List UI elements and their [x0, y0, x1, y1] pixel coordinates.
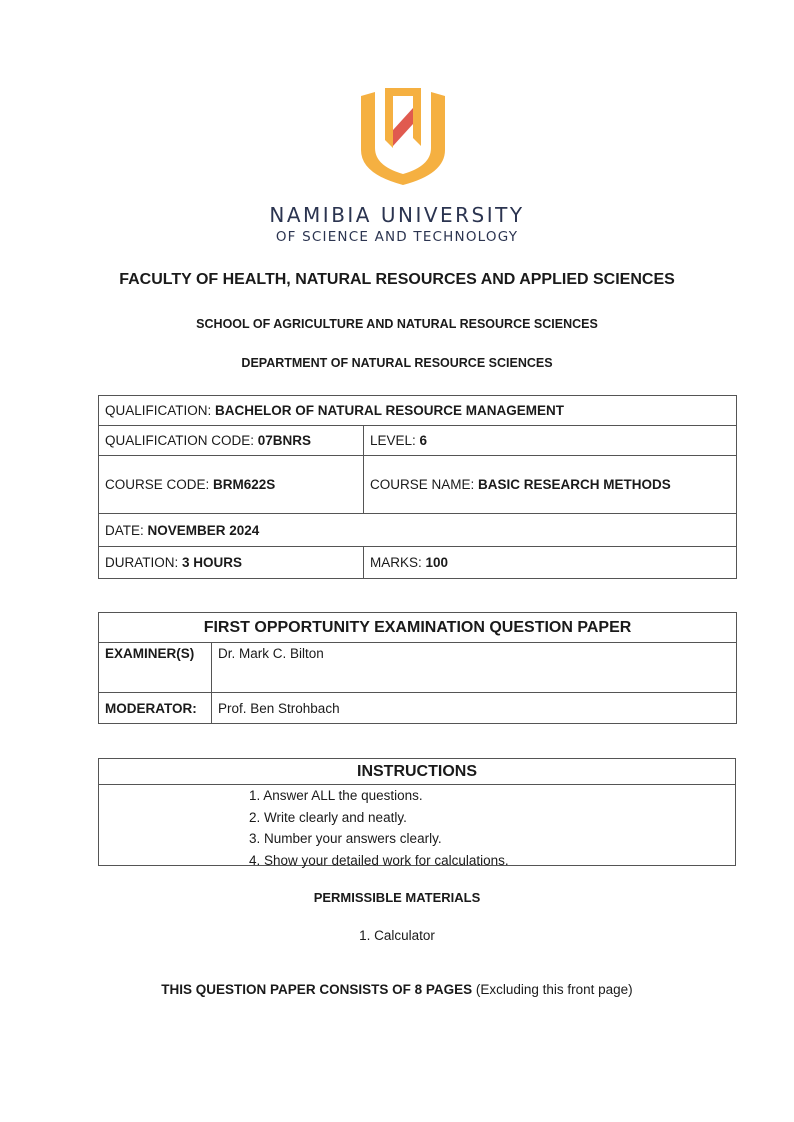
list-item: 1. Answer ALL the questions.	[249, 788, 423, 803]
school-heading: SCHOOL OF AGRICULTURE AND NATURAL RESOURCE SCIENCES	[196, 317, 598, 331]
university-name: NAMIBIA UNIVERSITY	[269, 203, 525, 227]
qualification-code-cell: QUALIFICATION CODE: 07BNRS	[99, 426, 364, 456]
qualification-cell: QUALIFICATION: BACHELOR OF NATURAL RESOURCE MANAGEMENT	[99, 396, 737, 426]
university-logo	[357, 86, 449, 186]
moderator-name: Prof. Ben Strohbach	[212, 693, 737, 724]
examiner-label: EXAMINER(S)	[99, 643, 212, 693]
course-name-cell: COURSE NAME: BASIC RESEARCH METHODS	[364, 456, 737, 514]
level-cell: LEVEL: 6	[364, 426, 737, 456]
examiners-table	[98, 612, 737, 724]
instructions-box	[98, 758, 736, 866]
duration-cell: DURATION: 3 HOURS	[99, 547, 364, 579]
department-heading: DEPARTMENT OF NATURAL RESOURCE SCIENCES	[241, 356, 553, 370]
marks-cell: MARKS: 100	[364, 547, 737, 579]
materials-title: PERMISSIBLE MATERIALS	[313, 890, 481, 905]
instructions-title: INSTRUCTIONS	[99, 759, 735, 785]
course-code-cell: COURSE CODE: BRM622S	[99, 456, 364, 514]
faculty-heading: FACULTY OF HEALTH, NATURAL RESOURCES AND APPLIED SCIENCES	[119, 271, 675, 288]
exam-title: FIRST OPPORTUNITY EXAMINATION QUESTION PAPER	[99, 613, 737, 643]
page-count-note: THIS QUESTION PAPER CONSISTS OF 8 PAGES (Excluding this front page)	[161, 982, 633, 997]
instructions-list	[249, 785, 509, 871]
date-cell: DATE: NOVEMBER 2024	[99, 514, 737, 547]
university-subtitle: OF SCIENCE AND TECHNOLOGY	[275, 229, 519, 245]
list-item: 2. Write clearly and neatly.	[249, 809, 407, 825]
list-item: 3. Number your answers clearly.	[249, 831, 442, 846]
moderator-label: MODERATOR:	[99, 693, 212, 724]
materials-item: 1. Calculator	[359, 928, 435, 943]
examiner-name: Dr. Mark C. Bilton	[212, 643, 737, 693]
list-item: 4. Show your detailed work for calculations.	[249, 852, 509, 868]
course-details-table	[98, 395, 737, 579]
